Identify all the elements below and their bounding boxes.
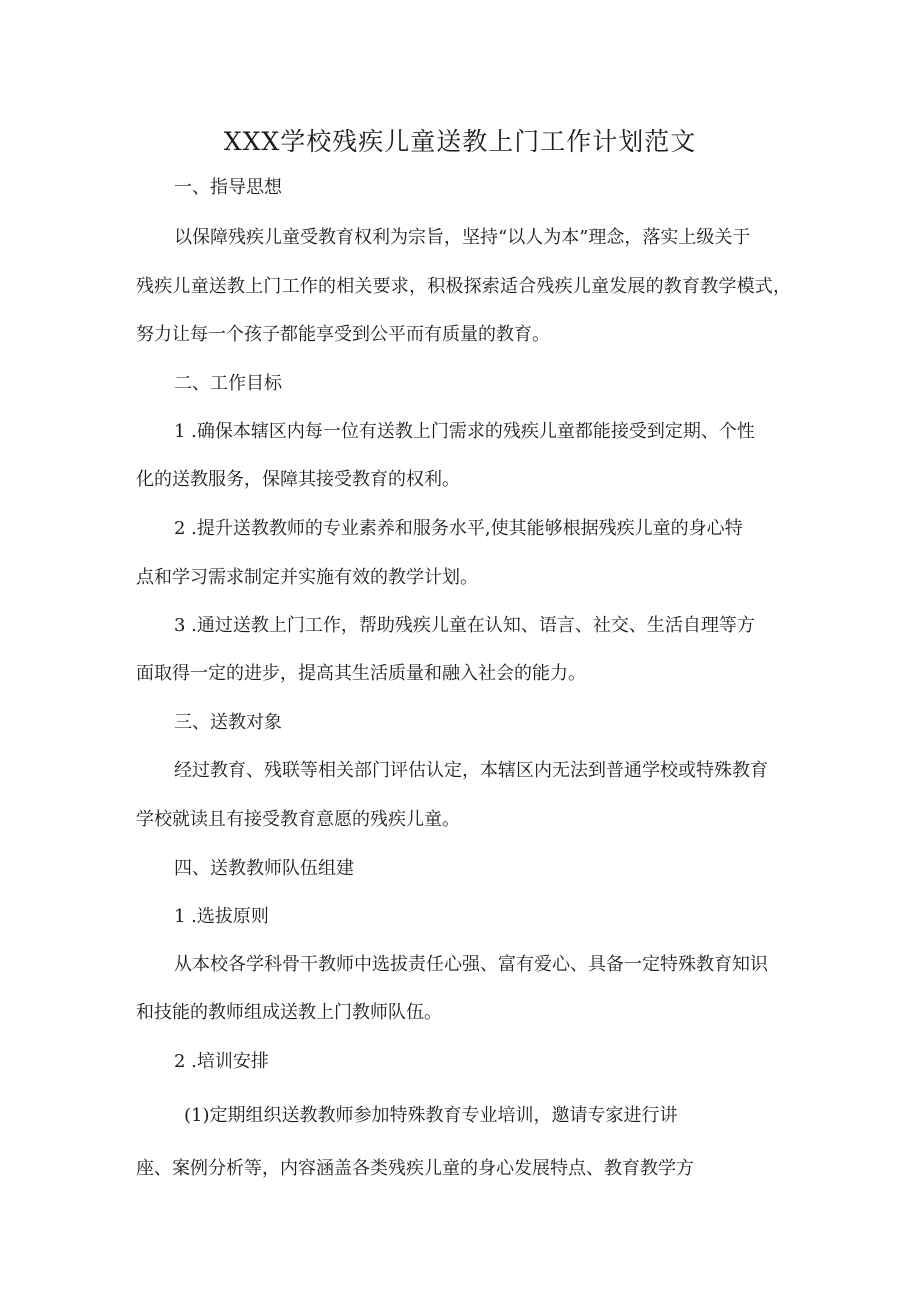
paragraph-line: 从本校各学科骨干教师中选拔责任心强、富有爱心、具备一定特殊教育知识 — [174, 954, 768, 975]
paragraph-line: 1 .确保本辖区内每一位有送教上门需求的残疾儿童都能接受到定期、个性 — [174, 421, 755, 442]
subsection-heading-training: 2 .培训安排 — [174, 1051, 269, 1072]
section-heading-teacher-team: 四、送教教师队伍组建 — [174, 858, 354, 879]
paragraph-line: 残疾儿童送教上门工作的相关要求，积极探索适合残疾儿童发展的教育教学模式， — [136, 276, 792, 297]
paragraph-line: 面取得一定的进步，提高其生活质量和融入社会的能力。 — [136, 663, 586, 684]
paragraph-line: 3 .通过送教上门工作，帮助残疾儿童在认知、语言、社交、生活自理等方 — [174, 615, 755, 636]
paragraph-line: 座、案例分析等，内容涵盖各类残疾儿童的身心发展特点、教育教学方 — [136, 1158, 694, 1179]
paragraph-line: (1)定期组织送教教师参加特殊教育专业培训，邀请专家进行讲 — [184, 1105, 678, 1126]
section-heading-work-goals: 二、工作目标 — [174, 373, 282, 394]
paragraph-line: 经过教育、残联等相关部门评估认定，本辖区内无法到普通学校或特殊教育 — [174, 760, 768, 781]
paragraph-line: 以保障残疾儿童受教育权利为宗旨，坚持“以人为本”理念，落实上级关于 — [174, 227, 751, 248]
paragraph-line: 努力让每一个孩子都能享受到公平而有质量的教育。 — [136, 324, 550, 345]
paragraph-line: 化的送教服务，保障其接受教育的权利。 — [136, 469, 460, 490]
paragraph-line: 学校就读且有接受教育意愿的残疾儿童。 — [136, 809, 460, 830]
section-heading-target-students: 三、送教对象 — [174, 712, 282, 733]
subsection-heading-selection: 1 .选拔原则 — [174, 906, 269, 927]
document-title: XXX学校残疾儿童送教上门工作计划范文 — [223, 127, 697, 156]
paragraph-line: 点和学习需求制定并实施有效的教学计划。 — [136, 567, 478, 588]
paragraph-line: 2 .提升送教教师的专业素养和服务水平,使其能够根据残疾儿童的身心特 — [174, 518, 743, 539]
paragraph-line: 和技能的教师组成送教上门教师队伍。 — [136, 1002, 442, 1023]
section-heading-guiding-thought: 一、指导思想 — [174, 177, 282, 198]
